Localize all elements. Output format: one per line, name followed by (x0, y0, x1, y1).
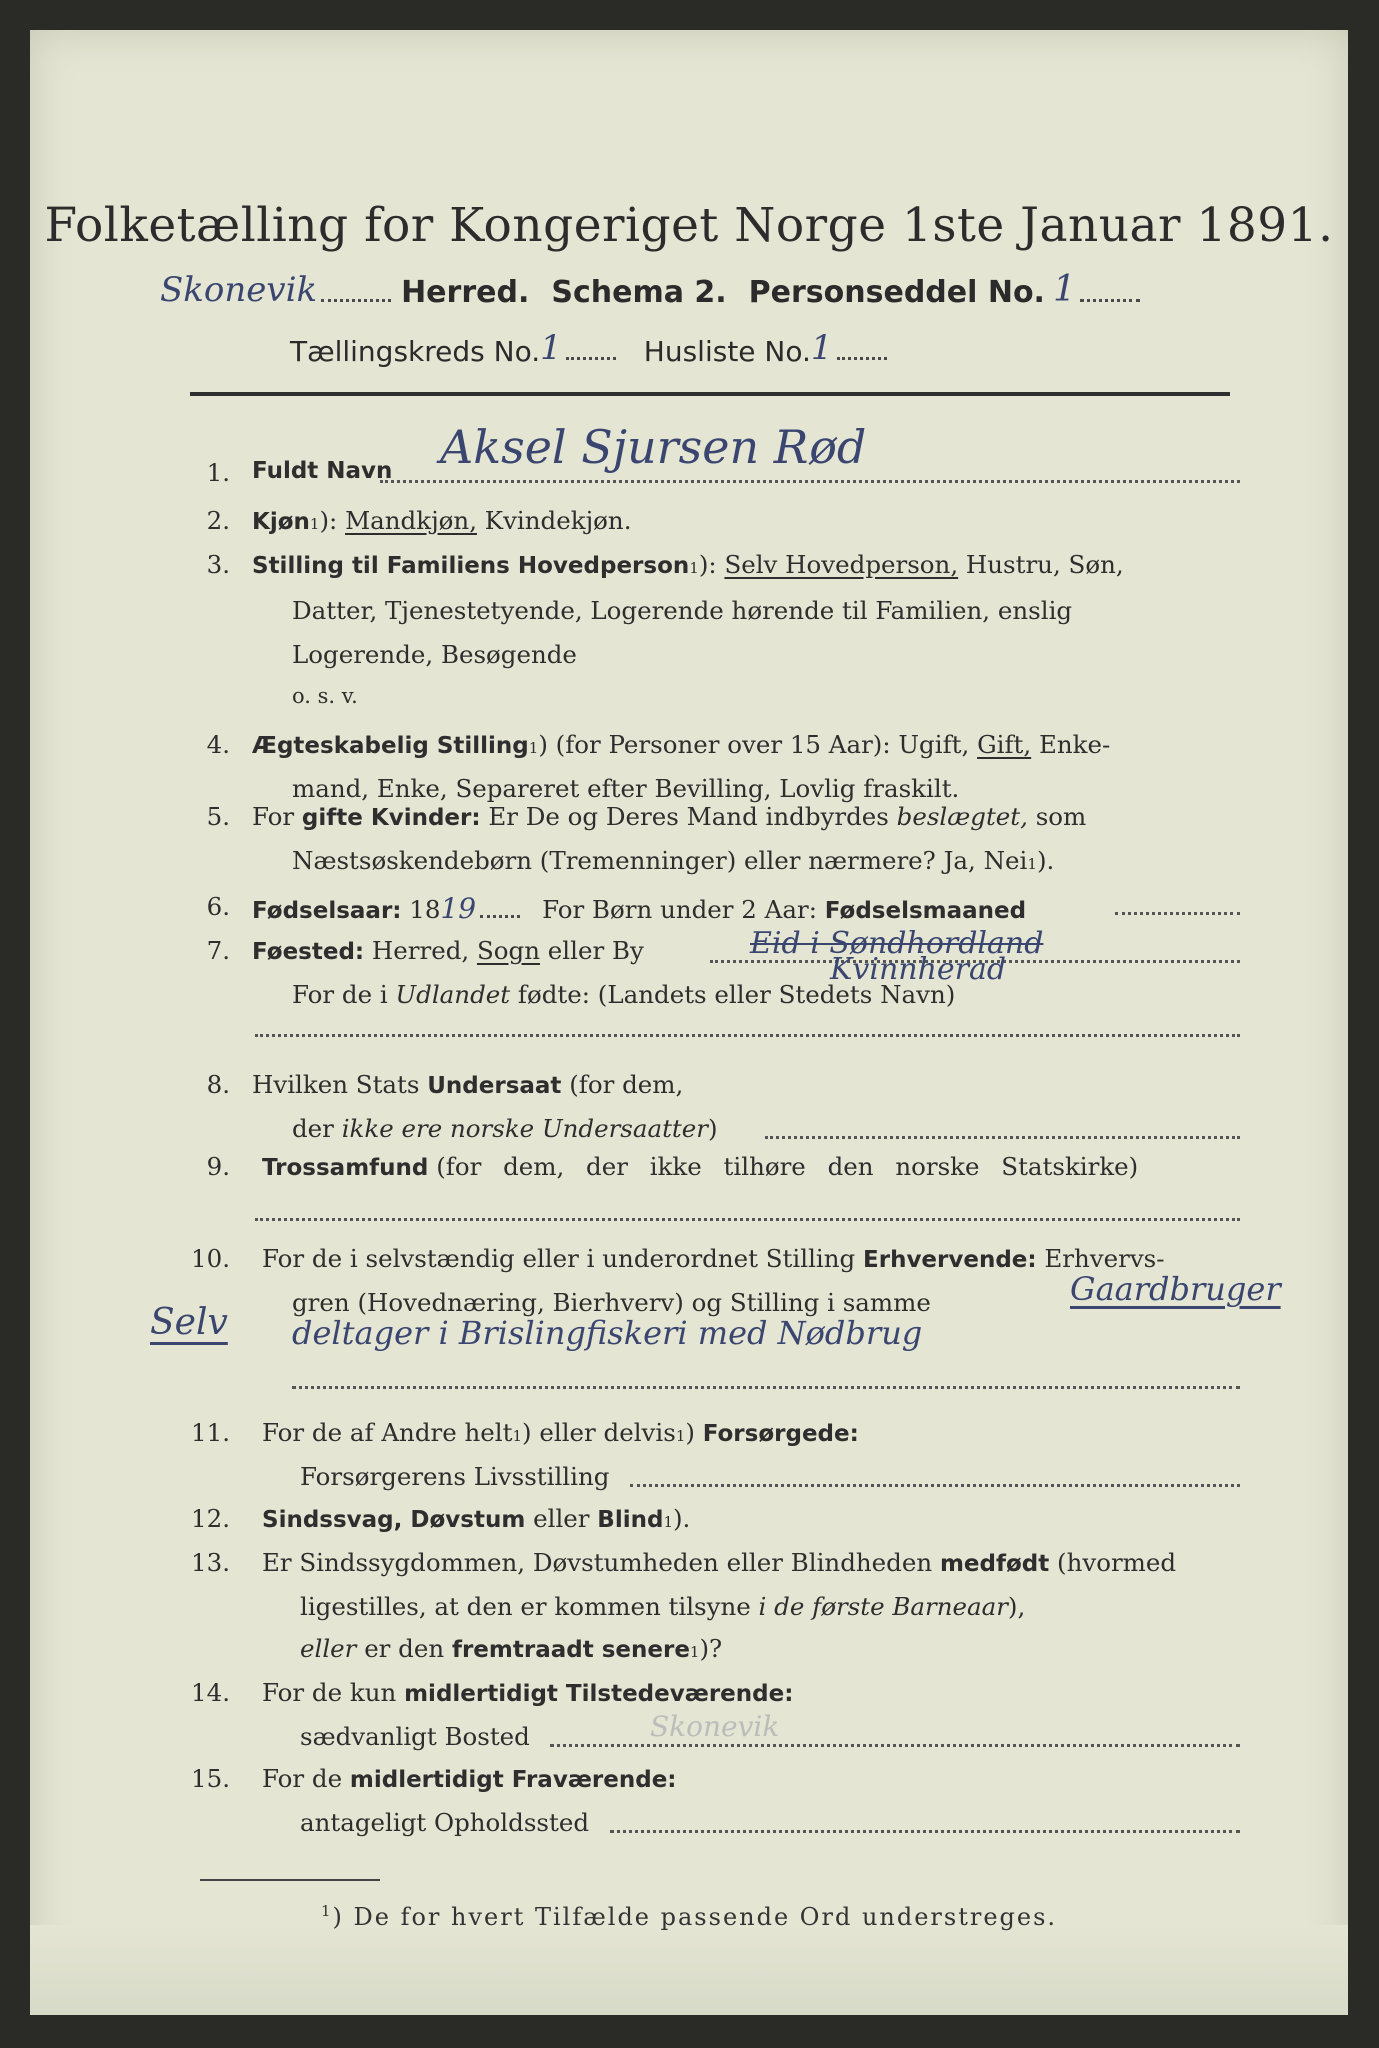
margin-note: Selv (150, 1302, 228, 1343)
item-5-sup: 1 (1027, 855, 1037, 873)
item-2-number: 2. (206, 506, 230, 535)
header-row-kreds (290, 326, 891, 368)
kreds-dots (566, 357, 616, 360)
usual-residence-fill-line (550, 1744, 1240, 1747)
item-10-line-2-text: gren (Hovednæring, Bierhverv) og Stilling i samme (292, 1288, 931, 1317)
kreds-value: 1 (540, 328, 562, 368)
birth-year-prefix: 18 (409, 895, 441, 924)
item-3-label: Stilling til Familiens Hovedperson (252, 553, 690, 579)
item-12-label-2: Blind (597, 1507, 664, 1533)
item-7-line-2-b: fødte: (Landets eller Stedets Navn) (517, 980, 956, 1009)
item-3-sup: 1 (689, 559, 699, 577)
personseddel-dots (1080, 299, 1140, 302)
provider-fill-line (630, 1484, 1240, 1487)
item-4-text-a: ) (for Personer over 15 Aar): Ugift, (538, 730, 970, 759)
item-3-line-4-text: o. s. v. (292, 684, 358, 708)
item-10-blank-line (292, 1386, 1240, 1389)
item-13-line-2-a: ligestilles, at den er kommen tilsyne (300, 1592, 751, 1621)
footnote-divider (200, 1879, 380, 1881)
citizenship-fill-line (765, 1136, 1240, 1139)
marital-option-selected: Gift, (977, 730, 1032, 759)
item-15-row (30, 1764, 1348, 1806)
item-1-label: Fuldt Navn (252, 458, 393, 484)
item-15-line-2 (30, 1808, 1348, 1850)
item-3-options-rest: Hustru, Søn, (965, 550, 1124, 579)
item-13-line-3-a: er den (364, 1634, 445, 1663)
item-5-row (30, 802, 1348, 844)
item-4-sup: 1 (528, 739, 539, 757)
item-12-end: ). (672, 1504, 691, 1533)
item-2-label: Kjøn (252, 509, 310, 535)
item-12-label: Sindssvag, Døvstum (262, 1507, 526, 1533)
schema-label: Schema 2. (551, 275, 727, 310)
item-6-mid: For Børn under 2 Aar: (542, 895, 817, 924)
item-2-row (30, 506, 1348, 548)
item-7-blank-line (255, 1034, 1240, 1037)
item-11-text-c: ) (685, 1418, 695, 1447)
footnote-text: ) De for hvert Tilfælde passende Ord understreges. (332, 1903, 1058, 1931)
item-10-text-a: For de i selvstændig eller i underordnet Stilling (262, 1244, 856, 1273)
personseddel-value: 1 (1052, 269, 1076, 310)
footnote-sup: 1 (320, 1902, 333, 1920)
birth-year-dots (480, 915, 520, 918)
item-15-line-2-text: antageligt Opholdssted (300, 1808, 589, 1837)
item-9-label: Trossamfund (262, 1155, 429, 1181)
item-2-sup: 1 (309, 515, 320, 533)
item-5-text-b: som (1035, 802, 1087, 831)
occupation-value-2: deltager i Brislingfiskeri med Nødbrug (292, 1314, 923, 1352)
item-13-row (30, 1548, 1348, 1590)
item-13-text-b: (hvormed (1057, 1548, 1177, 1577)
item-5-number: 5. (206, 802, 230, 831)
husliste-value: 1 (810, 328, 833, 368)
item-6-row (30, 892, 1348, 934)
item-6-label-2: Fødselsmaaned (824, 898, 1027, 924)
birthplace-correction-value: Kvinnherad (830, 952, 1007, 987)
item-3-line-4 (30, 684, 1348, 726)
item-11-label: Forsørgede: (702, 1421, 859, 1447)
item-13-line-3-end: )? (699, 1634, 723, 1663)
item-5-end: ). (1036, 846, 1055, 875)
item-4-line-2-text: mand, Enke, Separeret efter Bevilling, Lovlig fraskilt. (292, 774, 960, 803)
sheet-bottom-edge (30, 1925, 1348, 2015)
item-7-text-a: Herred, (371, 936, 470, 965)
gender-option-male-selected: Mandkjøn, (345, 506, 477, 535)
item-14-line-2 (30, 1710, 1348, 1764)
item-7-line-2-italic: Udlandet (395, 980, 511, 1009)
item-7-text-b: eller By (547, 936, 644, 965)
item-6-number: 6. (206, 892, 230, 921)
item-11-line-2 (30, 1462, 1348, 1504)
item-5-pre: For (252, 802, 295, 831)
item-6-label: Fødselsaar: (252, 898, 402, 924)
item-11-line-2-text: Forsørgerens Livsstilling (300, 1462, 610, 1491)
item-3-line-2 (30, 596, 1348, 638)
item-12-mid: eller (533, 1504, 590, 1533)
item-11-text-b: ) eller delvis (522, 1418, 676, 1447)
item-13-line-3-italic: eller (300, 1634, 357, 1663)
form-title: Folketælling for Kongeriget Norge 1ste Januar 1891. (44, 198, 1334, 253)
item-10-text-b: Erhvervs- (1044, 1244, 1165, 1273)
husliste-label: Husliste No. (643, 335, 811, 368)
item-15-label: midlertidigt Fraværende: (349, 1767, 677, 1793)
gender-option-female: Kvindekjøn. (484, 506, 632, 535)
item-5-line-2-text: Næstsøskendebørn (Tremenninger) eller nærmere? Ja, Nei (292, 846, 1028, 875)
item-14-label: midlertidigt Tilstedeværende: (404, 1681, 794, 1707)
item-13-line-3-bold: fremtraadt senere (451, 1637, 690, 1663)
item-8-label: Undersaat (427, 1073, 562, 1099)
item-13-line-2-italic: i de første Barneaar (758, 1592, 1008, 1621)
item-5-line-2 (30, 846, 1348, 888)
full-name-fill-line (380, 480, 1240, 483)
item-13-text-a: Er Sindssygdommen, Døvstumheden eller Blindheden (262, 1548, 933, 1577)
kreds-label: Tællingskreds No. (290, 335, 541, 368)
item-11-text-a: For de af Andre helt (262, 1418, 513, 1447)
full-name-value: Aksel Sjursen Rød (440, 420, 867, 474)
item-2-punct: ): (319, 506, 338, 535)
item-9-number: 9. (206, 1152, 230, 1181)
item-1-number: 1. (206, 458, 230, 487)
item-3-number: 3. (206, 550, 230, 579)
birthplace-struck-value: Eid i Søndhordland (750, 926, 1044, 961)
header-row-herred (160, 266, 1240, 310)
footnote (30, 1902, 1348, 1931)
item-8-line-2-italic: ikke ere norske Undersaatter (341, 1114, 708, 1143)
item-5-label: gifte Kvinder: (301, 805, 481, 831)
item-3-row (30, 550, 1348, 592)
item-12-row (30, 1504, 1348, 1546)
item-14-number: 14. (191, 1678, 230, 1707)
item-8-text-a: Hvilken Stats (252, 1070, 420, 1099)
herred-label: Herred. (401, 275, 530, 310)
item-7-number: 7. (206, 936, 230, 965)
absent-location-fill-line (610, 1830, 1240, 1833)
item-1-row (30, 420, 1348, 500)
herred-value: Skonevik (160, 270, 318, 310)
item-9-text: (for dem, der ikke tilhøre den norske Statskirke) (436, 1152, 1139, 1181)
item-13-line-3 (30, 1634, 1348, 1676)
husliste-dots (837, 357, 887, 360)
birthplace-option-selected: Sogn (476, 936, 540, 965)
item-10-label: Erhvervende: (863, 1247, 1037, 1273)
header-divider (190, 392, 1230, 396)
occupation-value-1: Gaardbruger (1070, 1270, 1281, 1308)
item-8-line-2-a: der (292, 1114, 334, 1143)
personseddel-label: Personseddel No. (748, 275, 1045, 310)
herred-dots (321, 299, 391, 302)
item-4-text-b: Enke- (1038, 730, 1111, 759)
item-8-row (30, 1070, 1348, 1112)
item-14-line-2-text: sædvanligt Bosted (300, 1722, 530, 1751)
item-3-line-2-text: Datter, Tjenestetyende, Logerende hørende til Familien, enslig (292, 596, 1073, 625)
item-7-row (30, 926, 1348, 978)
item-14-pre: For de kun (262, 1678, 397, 1707)
item-8-text-b: (for dem, (569, 1070, 684, 1099)
item-4-label: Ægteskabelig Stilling (252, 733, 529, 759)
item-13-line-2-b: ), (1007, 1592, 1026, 1621)
item-7-line-2-a: For de i (292, 980, 388, 1009)
item-10-number: 10. (191, 1244, 230, 1273)
item-3-line-3 (30, 640, 1348, 682)
item-5-text-a: Er De og Deres Mand indbyrdes (488, 802, 889, 831)
usual-residence-faint-value: Skonevik (650, 1710, 780, 1743)
position-option-selected: Selv Hovedperson, (724, 550, 959, 579)
item-3-line-3-text: Logerende, Besøgende (292, 640, 577, 669)
item-11-sup-1: 1 (512, 1427, 523, 1445)
item-11-row (30, 1418, 1348, 1460)
item-13-sup: 1 (689, 1643, 700, 1661)
item-3-punct: ): (698, 550, 717, 579)
item-5-text-italic: beslægtet, (896, 802, 1028, 831)
item-11-number: 11. (191, 1418, 230, 1447)
item-13-number: 13. (191, 1548, 230, 1577)
item-13-line-2 (30, 1592, 1348, 1634)
birth-year-value: 19 (440, 892, 477, 925)
item-11-sup-2: 1 (675, 1427, 686, 1445)
item-15-pre: For de (262, 1764, 343, 1793)
item-9-row (30, 1152, 1348, 1194)
item-8-line-2-b: ) (707, 1114, 718, 1143)
item-12-number: 12. (191, 1504, 230, 1533)
item-4-number: 4. (206, 730, 230, 759)
item-4-row (30, 730, 1348, 772)
item-13-label: medfødt (939, 1551, 1050, 1577)
item-8-line-2 (30, 1114, 1348, 1156)
item-8-number: 8. (206, 1070, 230, 1099)
item-15-number: 15. (191, 1764, 230, 1793)
census-form-sheet (30, 30, 1348, 2015)
birth-month-fill-line (1115, 912, 1240, 915)
item-12-sup: 1 (663, 1513, 673, 1531)
item-7-label: Føested: (252, 939, 365, 965)
item-9-blank-line (255, 1218, 1240, 1221)
